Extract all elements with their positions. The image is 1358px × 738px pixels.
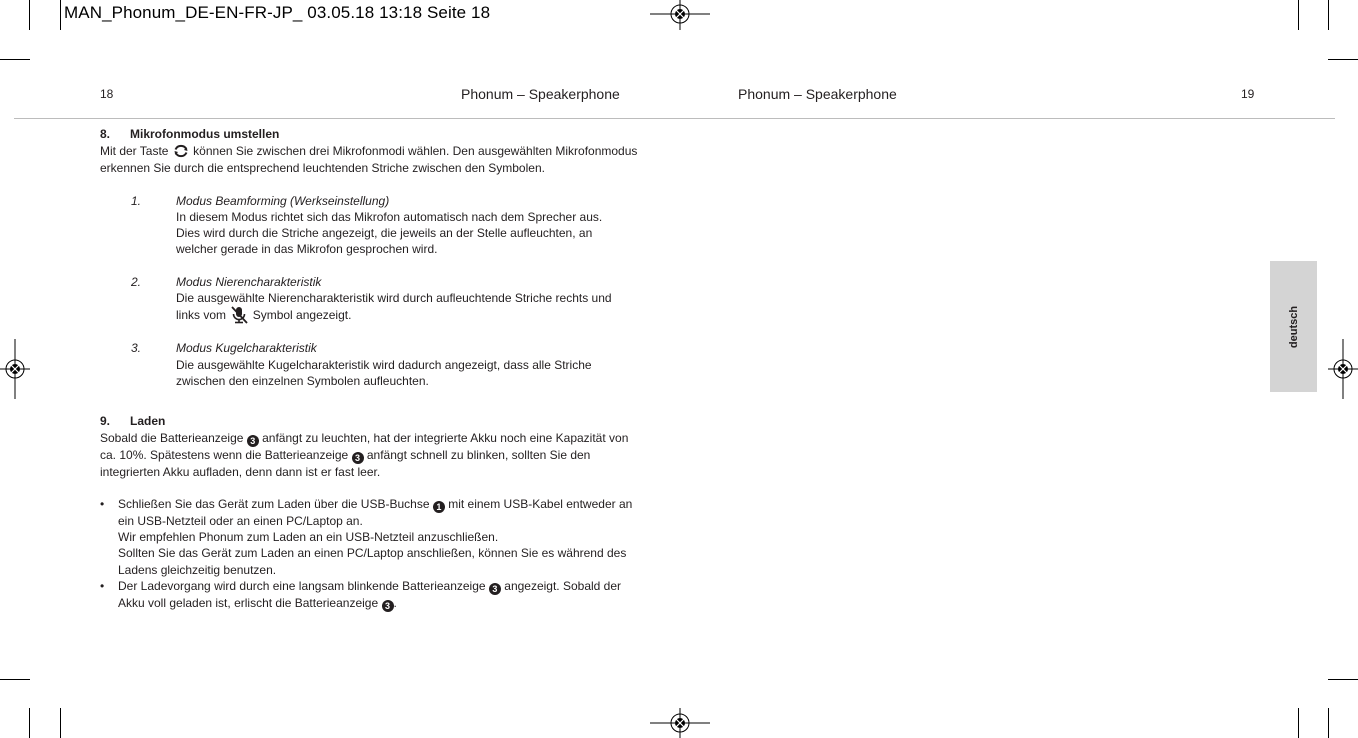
section-title: Mikrofonmodus umstellen [130, 127, 280, 141]
bullet-marker: • [100, 579, 105, 594]
bullet-text-part: Schließen Sie das Gerät zum Laden über die USB-Buchse [118, 496, 430, 511]
bullet-text [118, 496, 640, 529]
mode-number: 2. [131, 274, 142, 289]
callout-number-badge: 3 [247, 435, 259, 447]
crop-mark [29, 708, 30, 738]
paragraph-text: anfängt schnell zu blinken, sollten Sie den integrierten Akku aufladen, denn dann ist er fast leer. [100, 447, 591, 479]
registration-mark-icon [0, 339, 30, 399]
mode-number: 3. [131, 341, 142, 356]
mode-text: Dies wird durch die Striche angezeigt, die jeweils an der Stelle aufleuchten, an welcher gerade in das Mikrofon gesprochen wird. [176, 226, 593, 257]
intro-text: können Sie zwischen drei Mikrofonmodi wählen. Den ausgewählten Mikrofonmodus erkennen Sie durch die entsprechend leuchtenden Striche zwischen den Symbolen. [100, 144, 638, 176]
mode-list [100, 193, 640, 390]
crop-mark [60, 708, 61, 738]
section-title: Laden [130, 414, 166, 429]
mode-number: 1. [131, 193, 142, 208]
crop-mark [1328, 679, 1358, 680]
mode-text: Die ausgewählte Kugelcharakteristik wird dadurch angezeigt, dass alle Striche zwischen den einzelnen Symbolen aufleuchten. [176, 357, 592, 388]
mode-text-part: Die ausgewählte Nierencharakteristik wird durch aufleuchtende Striche rechts und links vom [176, 291, 612, 323]
language-side-tab [1270, 261, 1317, 392]
section-number: 9. [100, 414, 111, 429]
paragraph-text: Sobald die Batterieanzeige [100, 430, 244, 445]
header-rule [14, 118, 1335, 119]
bullet-text-part: Der Ladevorgang wird durch eine langsam blinkende Batterieanzeige [118, 579, 486, 594]
mode-text [176, 290, 616, 324]
mode-title: Modus Beamforming (Werkseinstellung) [176, 193, 390, 208]
intro-text: Mit der Taste [100, 144, 169, 159]
callout-number-badge: 1 [433, 501, 445, 513]
list-item [100, 274, 640, 325]
crop-mark [29, 0, 30, 30]
bullet-text-part: . [393, 596, 397, 611]
page-number-left: 18 [100, 87, 114, 101]
crop-mark [60, 0, 61, 30]
bullet-list [100, 496, 640, 612]
paragraph-text: anfängt zu leuchten, hat der integrierte Akku noch eine Kapazität von ca. 10%. Spätestens wenn die Batterieanzeige [100, 430, 629, 462]
callout-number-badge: 3 [352, 452, 364, 464]
list-item [100, 496, 640, 578]
mode-text: In diesem Modus richtet sich das Mikrofon automatisch nach dem Sprecher aus. [176, 209, 603, 224]
running-head-right: Phonum – Speakerphone [738, 86, 897, 102]
microphone-muted-icon [229, 306, 249, 324]
page-number-right: 19 [1241, 87, 1255, 101]
crop-mark [1328, 59, 1358, 60]
list-item [100, 193, 640, 258]
section-heading [100, 413, 640, 429]
callout-number-badge: 3 [382, 600, 394, 612]
mode-title: Modus Nierencharakteristik [176, 274, 322, 289]
crop-mark [0, 59, 30, 60]
side-tab-label: deutsch [1287, 305, 1300, 348]
section-number: 8. [100, 127, 111, 141]
callout-number-badge: 3 [489, 583, 501, 595]
section-intro [100, 142, 640, 176]
crop-mark [1298, 0, 1299, 30]
crop-mark [0, 679, 30, 680]
bullet-text [118, 578, 640, 612]
mode-text-part: Symbol angezeigt. [252, 308, 352, 323]
bullet-text-part: angezeigt. Sobald der Akku voll geladen ist, erlischt die Batterieanzeige [118, 579, 622, 611]
registration-mark-icon [650, 708, 710, 738]
print-slug: MAN_Phonum_DE-EN-FR-JP_ 03.05.18 13:18 Seite 18 [64, 3, 491, 22]
mode-title: Modus Kugelcharakteristik [176, 341, 317, 356]
list-item [100, 340, 640, 389]
mode-cycle-icon [172, 142, 190, 160]
crop-mark [1298, 708, 1299, 738]
section-heading [100, 126, 640, 142]
registration-mark-icon [650, 0, 710, 30]
bullet-text: Wir empfehlen Phonum zum Laden an ein USB-Netzteil anzuschließen. [118, 530, 499, 545]
bullet-marker: • [100, 496, 105, 511]
bullet-text-part: mit einem USB-Kabel entweder an ein USB-Netzteil oder an einen PC/Laptop an. [118, 496, 633, 528]
left-page-body [100, 126, 640, 612]
registration-mark-icon [1328, 339, 1358, 399]
section-paragraph [100, 430, 640, 480]
running-head-left: Phonum – Speakerphone [461, 86, 620, 102]
crop-mark [1328, 0, 1329, 30]
list-item [100, 578, 640, 612]
bullet-text: Sollten Sie das Gerät zum Laden an einen PC/Laptop anschließen, können Sie es während des Ladens gleichzeitig benutzen. [118, 546, 627, 577]
crop-mark [1328, 708, 1329, 738]
